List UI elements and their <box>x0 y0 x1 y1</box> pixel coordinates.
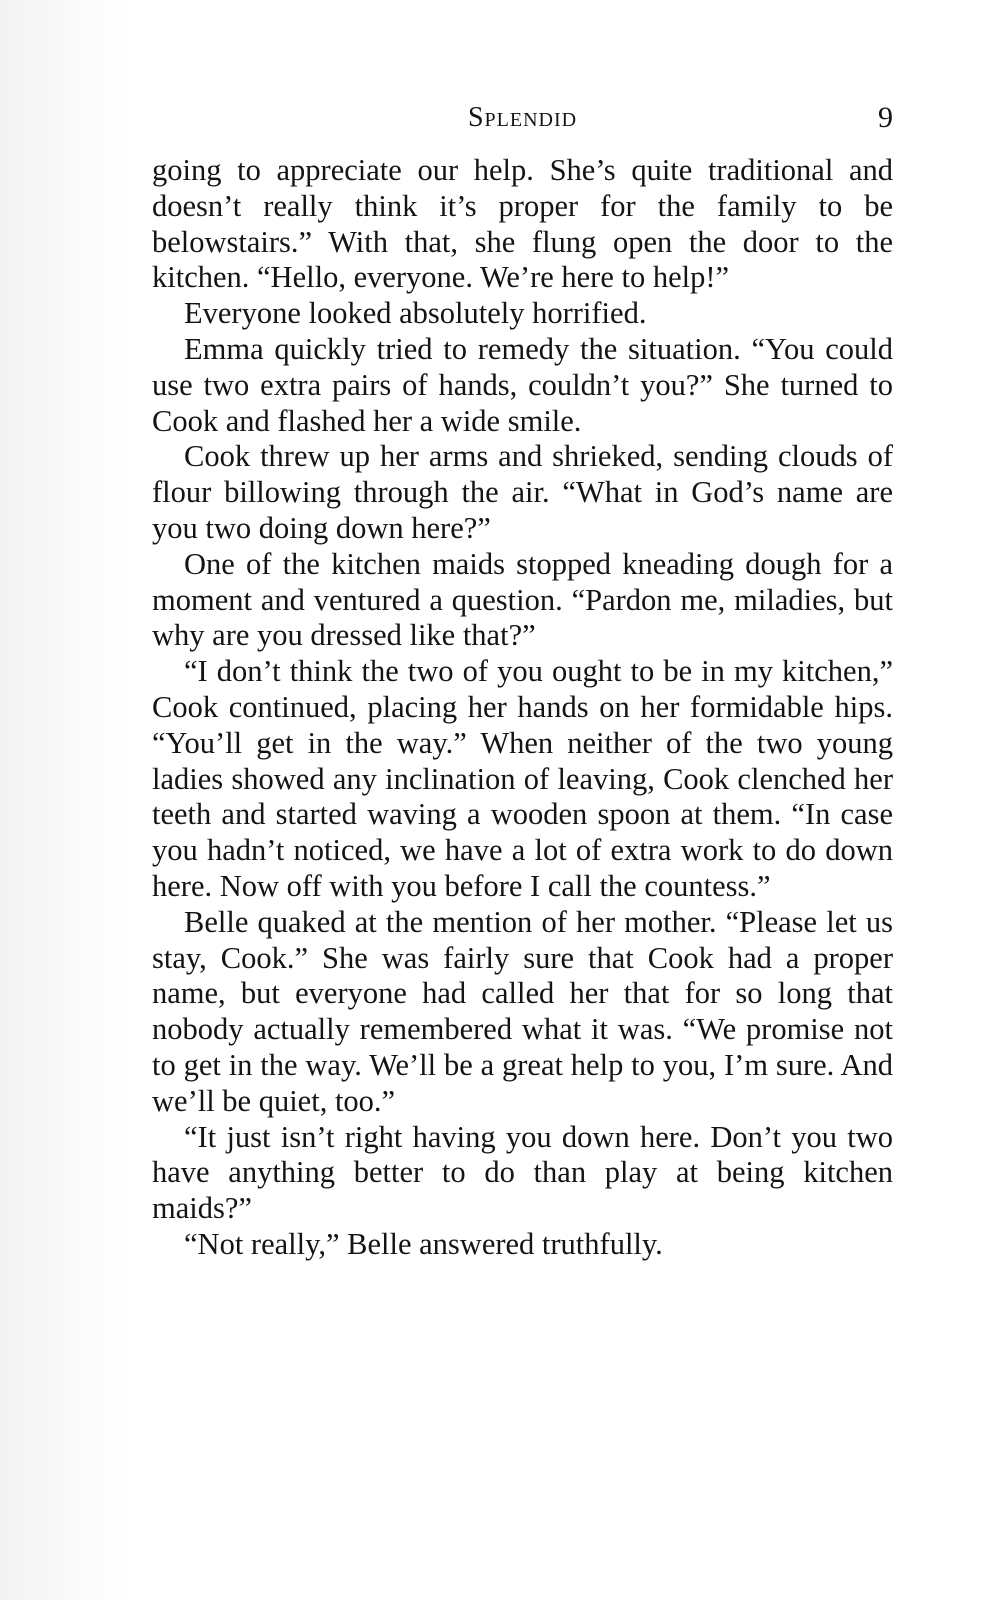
paragraph: Belle quaked at the mention of her mother. “Please let us stay, Cook.” She was fairly sure that Cook had a proper name, but everyone had called her that for so long that nobody actually remembered what it was. “We promise not to get in the way. We’ll be a great help to you, I’m sure. And we’ll be quiet, too.” <box>152 904 893 1118</box>
body-text <box>152 153 893 1263</box>
page-number: 9 <box>878 101 893 134</box>
paragraph: “I don’t think the two of you ought to be in my kitchen,” Cook continued, placing her hands on her formidable hips. “You’ll get in the way.” When neither of the two young ladies showed any inclination of leaving, Cook clenched her teeth and started waving a wooden spoon at them. “In case you hadn’t noticed, we have a lot of extra work to do down here. Now off with you before I call the countess.” <box>152 654 893 903</box>
page-gutter-shade <box>0 0 128 1600</box>
paragraph: “Not really,” Belle answered truthfully. <box>184 1226 663 1261</box>
paragraph: Everyone looked absolutely horrified. <box>184 296 647 331</box>
paragraph: Emma quickly tried to remedy the situation. “You could use two extra pairs of hands, couldn’t you?” She turned to Cook and flashed her a wide smile. <box>152 331 893 438</box>
paragraph: One of the kitchen maids stopped kneading dough for a moment and ventured a question. “Pardon me, miladies, but why are you dressed like that?” <box>152 546 893 653</box>
paragraph: “It just isn’t right having you down here. Don’t you two have anything better to do than play at being kitchen maids?” <box>152 1119 893 1226</box>
paragraph: going to appreciate our help. She’s quite traditional and doesn’t really think it’s proper for the family to be belowstairs.” With that, she flung open the door to the kitchen. “Hello, everyone. We’re here to help!” <box>152 153 893 295</box>
running-head: Splendid <box>467 102 578 133</box>
paragraph: Cook threw up her arms and shrieked, sending clouds of flour billowing through the air. “What in God’s name are you two doing down here?” <box>152 439 893 545</box>
page-header <box>152 98 893 138</box>
